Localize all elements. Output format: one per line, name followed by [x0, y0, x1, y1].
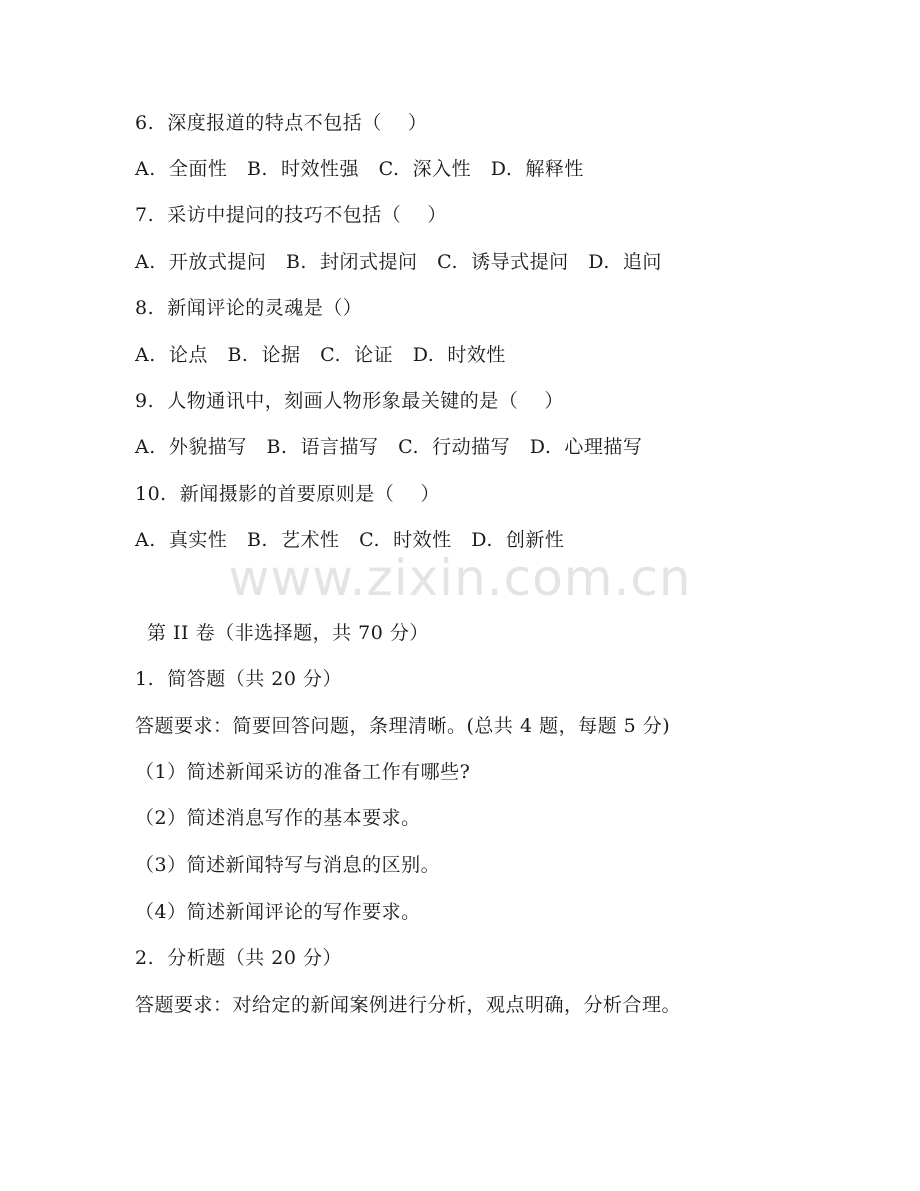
- section-2-requirement: 答题要求：对给定的新闻案例进行分析，观点明确，分析合理。: [135, 994, 682, 1016]
- question-9: 9. 人物通讯中，刻画人物形象最关键的是（ ）: [135, 390, 564, 412]
- question-7: 7. 采访中提问的技巧不包括（ ）: [135, 204, 447, 226]
- short-answer-item: （2）简述消息写作的基本要求。: [135, 807, 421, 829]
- question-7-options: A. 开放式提问 B. 封闭式提问 C. 诱导式提问 D. 追问: [135, 251, 662, 273]
- short-answer-item: （1）简述新闻采访的准备工作有哪些?: [135, 761, 471, 783]
- question-6-options: A. 全面性 B. 时效性强 C. 深入性 D. 解释性: [135, 158, 584, 180]
- section-2-heading: 2. 分析题（共 20 分）: [135, 947, 342, 969]
- section-1-heading: 1. 简答题（共 20 分）: [135, 668, 342, 690]
- section-1-requirement: 答题要求：简要回答问题，条理清晰。(总共 4 题，每题 5 分): [135, 715, 671, 737]
- question-10: 10. 新闻摄影的首要原则是（ ）: [135, 483, 440, 505]
- question-9-options: A. 外貌描写 B. 语言描写 C. 行动描写 D. 心理描写: [135, 436, 643, 458]
- watermark: www.zixin.com.cn: [228, 549, 692, 607]
- question-10-options: A. 真实性 B. 艺术性 C. 时效性 D. 创新性: [135, 529, 565, 551]
- part-2-title: 第 II 卷（非选择题，共 70 分）: [147, 622, 429, 644]
- question-6: 6. 深度报道的特点不包括（ ）: [135, 112, 428, 134]
- question-8-options: A. 论点 B. 论据 C. 论证 D. 时效性: [135, 344, 506, 366]
- short-answer-item: （4）简述新闻评论的写作要求。: [135, 901, 421, 923]
- short-answer-item: （3）简述新闻特写与消息的区别。: [135, 854, 441, 876]
- question-8: 8. 新闻评论的灵魂是（）: [135, 297, 363, 319]
